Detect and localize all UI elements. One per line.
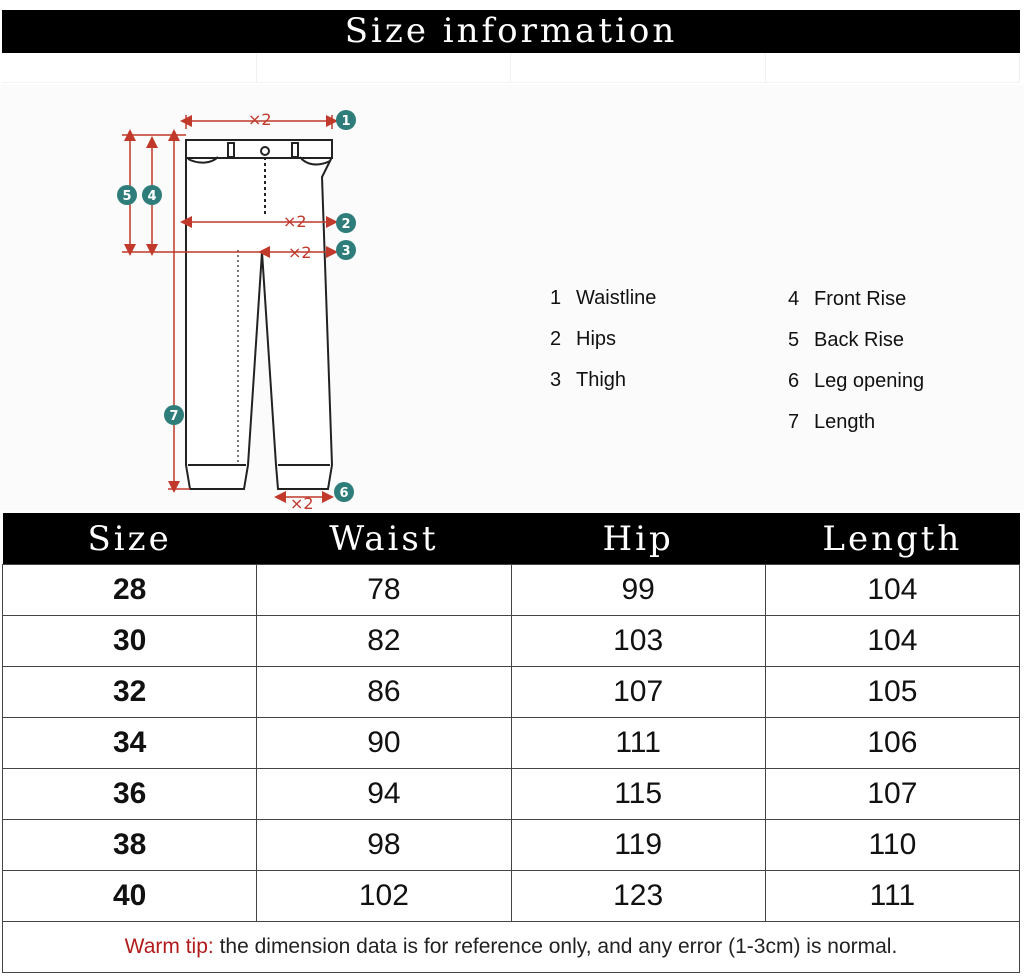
hip-cell: 103 — [511, 616, 765, 667]
length-cell: 106 — [765, 718, 1019, 769]
svg-text:1: 1 — [341, 114, 351, 129]
length-cell: 107 — [765, 769, 1019, 820]
length-cell: 104 — [765, 616, 1019, 667]
badge-6 — [334, 482, 354, 502]
table-header-row — [3, 513, 1020, 565]
thigh-multiplier: ×2 — [288, 243, 312, 262]
hip-cell: 123 — [511, 871, 765, 922]
hip-cell: 119 — [511, 820, 765, 871]
waist-cell: 98 — [257, 820, 511, 871]
header-hip: Hip — [511, 513, 765, 565]
header-waist: Waist — [257, 513, 511, 565]
table-row — [3, 871, 1020, 922]
svg-text:6: 6 — [339, 486, 349, 501]
hip-cell: 111 — [511, 718, 765, 769]
waist-cell: 82 — [257, 616, 511, 667]
length-cell: 105 — [765, 667, 1019, 718]
hip-multiplier: ×2 — [283, 212, 307, 231]
header-length: Length — [765, 513, 1019, 565]
length-cell: 104 — [765, 565, 1019, 616]
waist-cell: 90 — [257, 718, 511, 769]
size-cell: 36 — [3, 769, 257, 820]
badge-3 — [336, 240, 356, 260]
badge-5 — [117, 185, 137, 205]
size-cell: 38 — [3, 820, 257, 871]
size-cell: 30 — [3, 616, 257, 667]
svg-text:3: 3 — [341, 244, 351, 259]
size-cell: 28 — [3, 565, 257, 616]
header-spacer — [2, 53, 1020, 83]
table-row — [3, 667, 1020, 718]
badge-1 — [336, 110, 356, 130]
size-cell: 40 — [3, 871, 257, 922]
legend-item-leg-opening: 6 Leg opening — [788, 370, 925, 392]
size-cell: 34 — [3, 718, 257, 769]
waist-cell: 86 — [257, 667, 511, 718]
legend-item-hips: 2 Hips — [550, 328, 617, 350]
header-size: Size — [3, 513, 257, 565]
legend-item-back-rise: 5 Back Rise — [788, 329, 905, 351]
legend-right — [788, 279, 924, 443]
legend-item-length: 7 Length — [788, 411, 876, 433]
legend-item-front-rise: 4 Front Rise — [788, 288, 907, 310]
table-row — [3, 769, 1020, 820]
badge-7 — [164, 405, 184, 425]
size-table — [2, 513, 1020, 922]
svg-text:7: 7 — [169, 409, 179, 424]
waist-cell: 94 — [257, 769, 511, 820]
legend-item-thigh: 3 Thigh — [550, 369, 627, 391]
size-cell: 32 — [3, 667, 257, 718]
hip-cell: 99 — [511, 565, 765, 616]
length-cell: 110 — [765, 820, 1019, 871]
svg-text:5: 5 — [122, 189, 132, 204]
waist-multiplier: ×2 — [248, 110, 272, 129]
pants-outline — [186, 140, 332, 489]
table-row — [3, 820, 1020, 871]
table-row — [3, 616, 1020, 667]
warm-tip — [2, 922, 1020, 973]
table-row — [3, 718, 1020, 769]
waist-cell: 102 — [257, 871, 511, 922]
svg-text:4: 4 — [147, 189, 157, 204]
legend-item-waistline: 1 Waistline — [550, 287, 657, 309]
legend-left — [550, 278, 656, 401]
badge-4 — [142, 185, 162, 205]
length-cell: 111 — [765, 871, 1019, 922]
leg-opening-multiplier: ×2 — [290, 494, 314, 510]
hip-cell: 115 — [511, 769, 765, 820]
warm-tip-label: Warm tip: — [124, 935, 214, 958]
waist-cell: 78 — [257, 565, 511, 616]
page-title: Size information — [2, 10, 1020, 53]
badge-2 — [336, 213, 356, 233]
table-row — [3, 565, 1020, 616]
warm-tip-text: the dimension data is for reference only, and any error (1-3cm) is normal. — [213, 935, 898, 958]
svg-text:2: 2 — [341, 217, 351, 232]
hip-cell: 107 — [511, 667, 765, 718]
